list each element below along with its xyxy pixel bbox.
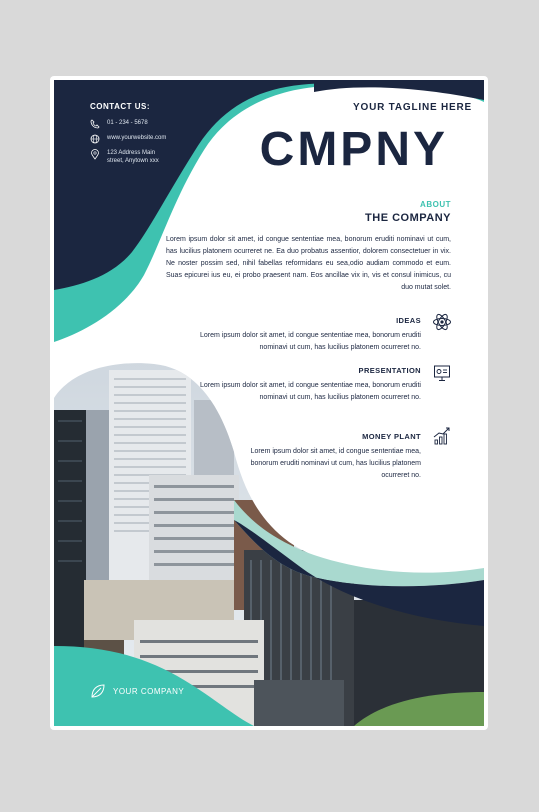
address-line-2: street, Anytown xxx — [107, 158, 159, 164]
section-presentation — [191, 366, 421, 404]
address-line-1: 123 Address Main — [107, 150, 156, 156]
about-body: Lorem ipsum dolor sit amet, id congue sententiae mea, bonorum eruditi nominavi ut cum, has lucilius platonem ocurreret ne. Ea duo probatus assentior, dolorem consectetuer in vix. Ne noster possim sed, nihil fabellas reformidans eu sea,odio audiam commodo et eum. Suas epicurei ius eu, ei probo praesent nam. Eos ancillae vix in, vis et consul inimicus, cu duo mutat solet. — [166, 236, 451, 291]
section-text: Lorem ipsum dolor sit amet, id congue sententiae mea, bonorum eruditi nominavi ut cum, has lucilius platonem ocurreret no. — [199, 382, 421, 401]
growth-chart-icon — [432, 426, 452, 446]
about-kicker: ABOUT — [420, 200, 451, 209]
presentation-board-icon — [432, 363, 452, 383]
about-title: THE COMPANY — [365, 212, 451, 224]
website-url: www.yourwebsite.com — [107, 135, 167, 141]
atom-icon — [432, 312, 452, 332]
leaf-icon — [90, 683, 106, 699]
section-title: IDEAS — [396, 316, 421, 325]
phone-icon — [90, 119, 100, 129]
phone-number: 01 - 234 - 5678 — [107, 120, 148, 126]
section-money-plant — [241, 432, 421, 482]
section-ideas — [191, 316, 421, 354]
footer-brand — [90, 683, 184, 699]
flyer-poster — [54, 80, 484, 726]
footer-company-name: YOUR COMPANY — [113, 686, 185, 696]
contact-address — [90, 149, 159, 165]
contact-phone[interactable] — [90, 119, 148, 129]
section-text: Lorem ipsum dolor sit amet, id congue sententiae mea, bonorum eruditi nominavi ut cum, has lucilius platonem ocurreret no. — [250, 448, 421, 479]
contact-title: CONTACT US: — [90, 102, 151, 111]
section-title: PRESENTATION — [358, 366, 421, 375]
tagline: YOUR TAGLINE HERE — [353, 102, 472, 113]
section-text: Lorem ipsum dolor sit amet, id congue sententiae mea, bonorum eruditi nominavi ut cum, has lucilius platonem ocurreret no. — [199, 332, 421, 351]
brand-name: CMPNY — [259, 123, 448, 176]
location-pin-icon — [90, 149, 100, 160]
globe-icon — [90, 134, 100, 144]
contact-website[interactable] — [90, 134, 166, 144]
section-title: MONEY PLANT — [362, 432, 421, 441]
